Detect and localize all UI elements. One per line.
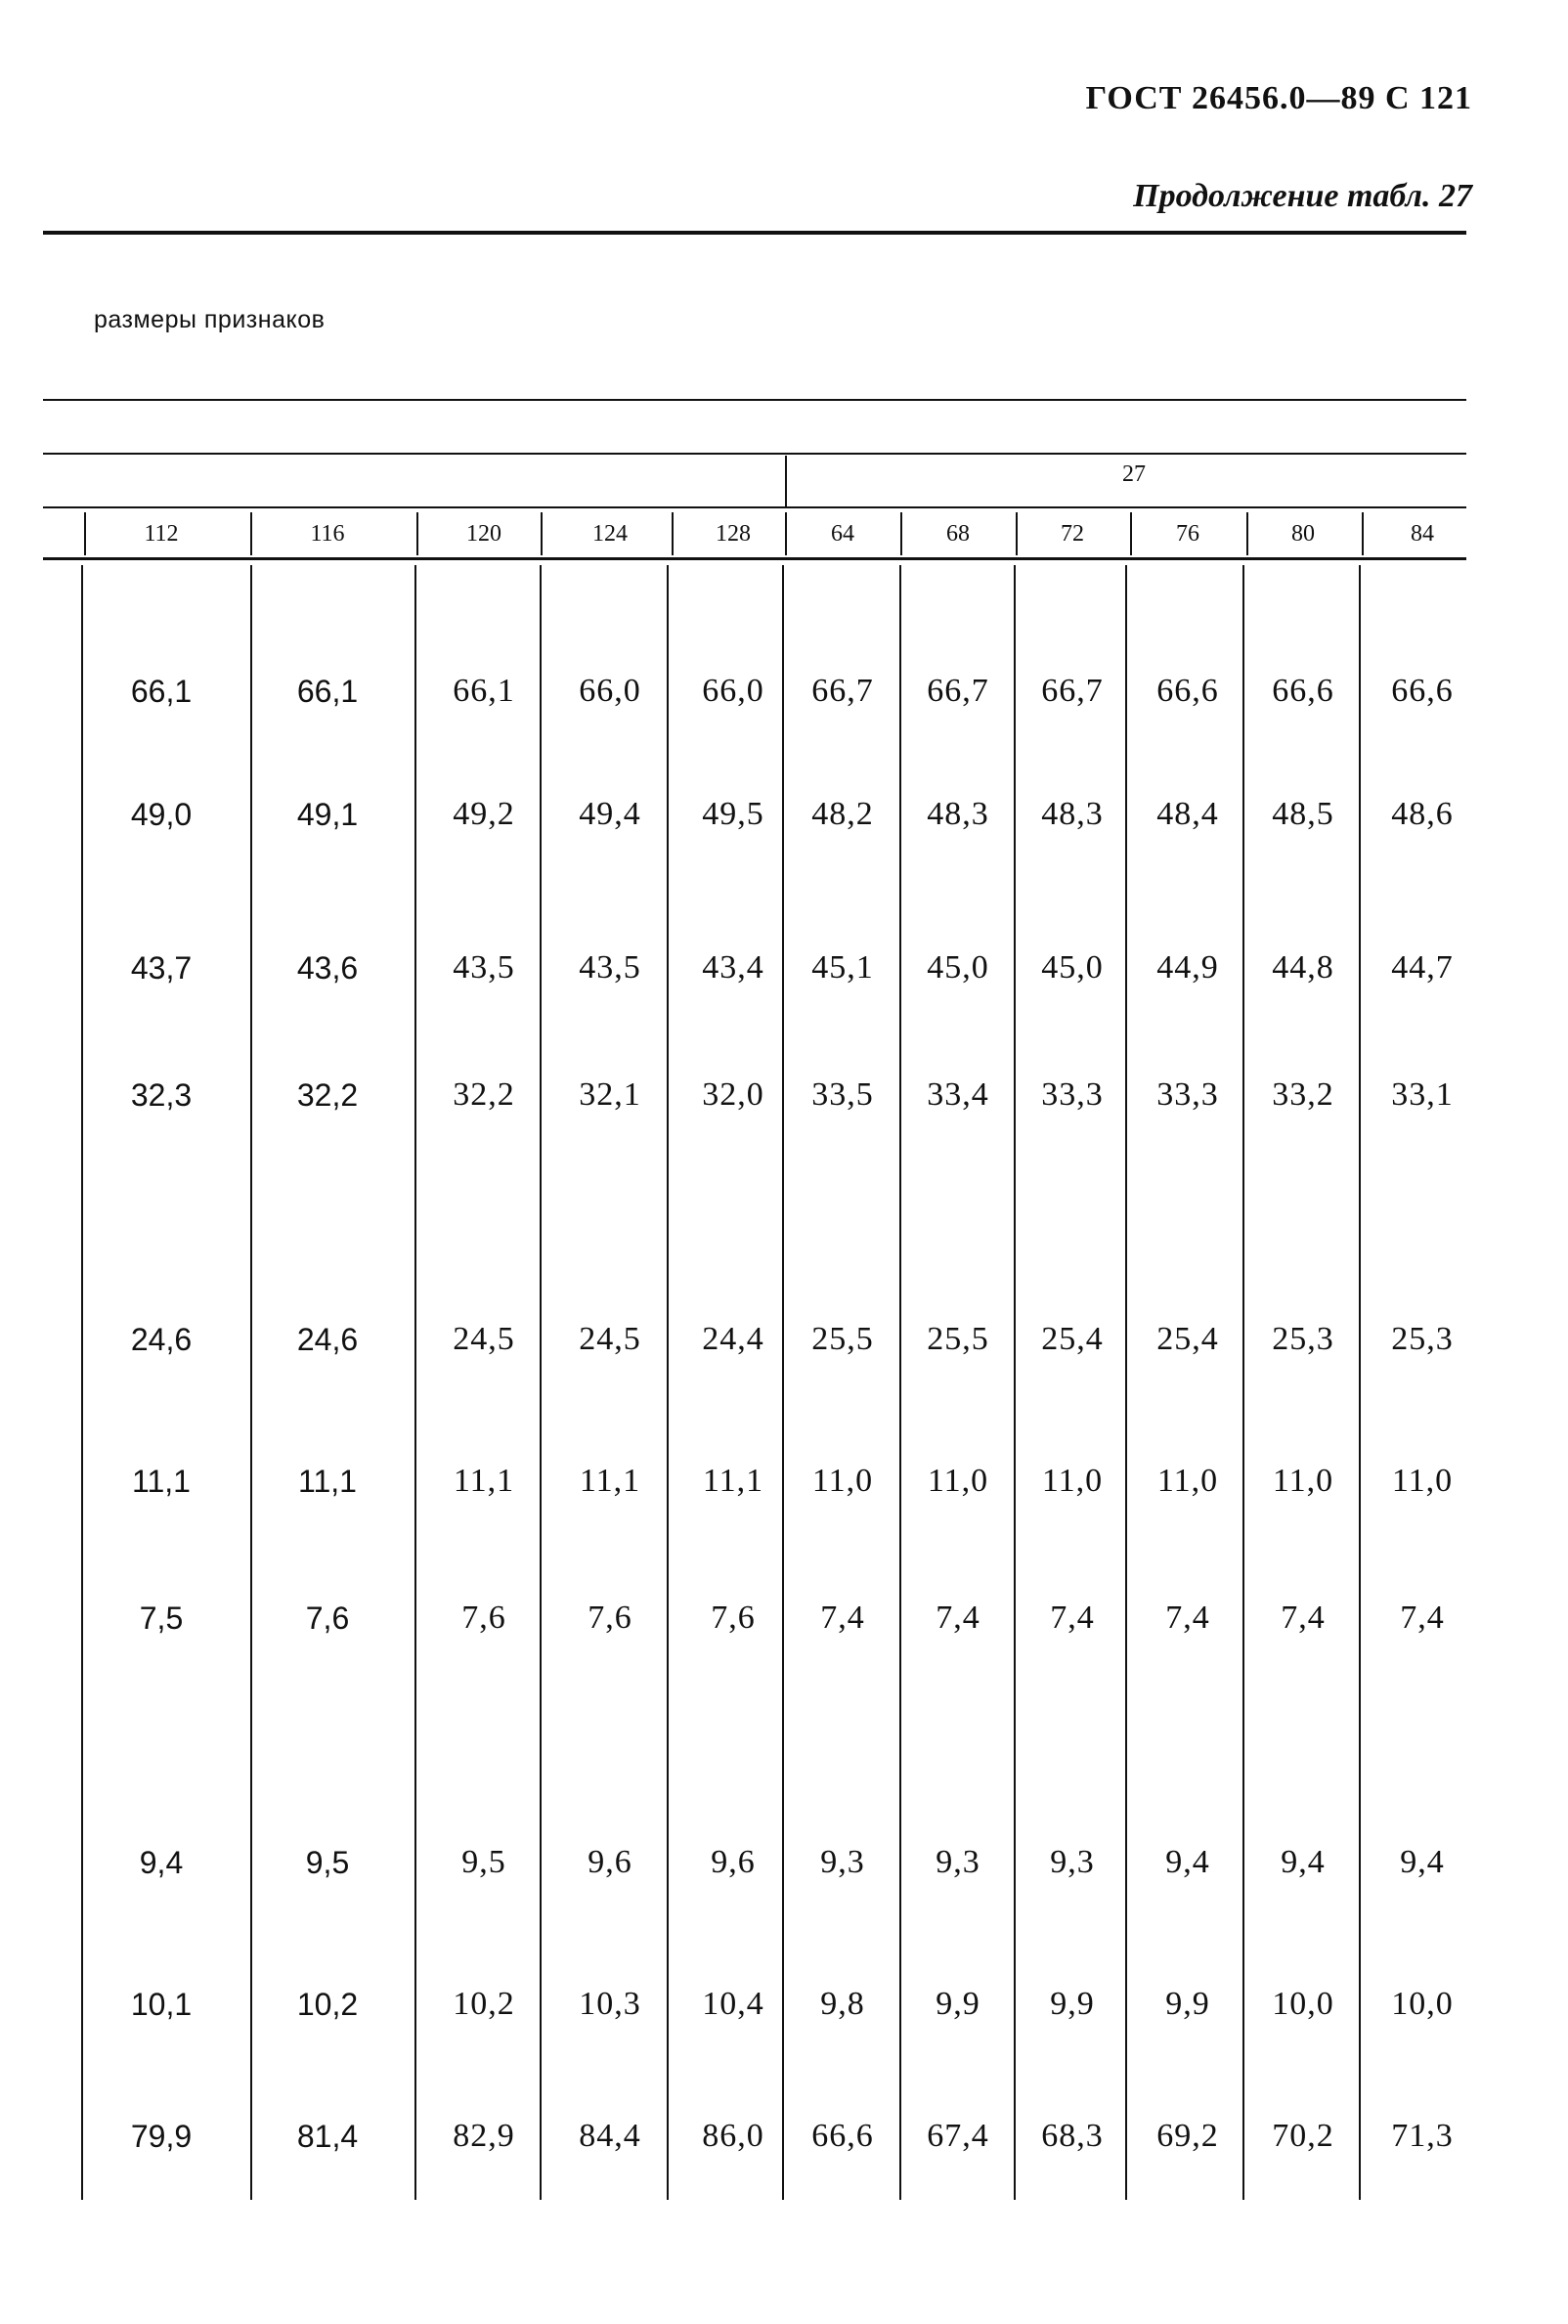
- table-cell: 32,2: [296, 1077, 359, 1113]
- header-column-divider: [416, 512, 418, 555]
- table-cell: 9,4: [1281, 1844, 1326, 1880]
- column-header: 68: [946, 521, 970, 547]
- table-cell: 44,8: [1272, 949, 1334, 986]
- column-header: 116: [310, 521, 345, 547]
- table-cell: 33,1: [1391, 1076, 1454, 1113]
- table-cell: 7,4: [1050, 1600, 1095, 1636]
- table-cell: 48,4: [1156, 796, 1219, 832]
- table-cell: 7,4: [1400, 1600, 1445, 1636]
- table-cell: 11,0: [927, 1463, 989, 1499]
- table-cell: 32,1: [579, 1076, 641, 1113]
- table-cell: 66,0: [579, 673, 641, 709]
- header-column-divider: [250, 512, 252, 555]
- table-cell: 81,4: [296, 2119, 359, 2154]
- table-continuation-caption: Продолжение табл. 27: [1133, 178, 1472, 214]
- table-cell: 24,5: [579, 1321, 641, 1357]
- table-cell: 10,0: [1272, 1986, 1334, 2022]
- table-cell: 7,6: [711, 1600, 756, 1636]
- table-cell: 9,6: [588, 1844, 632, 1880]
- column-header: 76: [1176, 521, 1199, 547]
- table-cell: 24,6: [130, 1322, 193, 1357]
- table-cell: 11,0: [1272, 1463, 1334, 1499]
- table-cell: 66,7: [927, 673, 989, 709]
- table-cell: 43,6: [296, 950, 359, 986]
- table-cell: 43,4: [702, 949, 764, 986]
- column-header: 64: [831, 521, 854, 547]
- table-cell: 24,6: [296, 1322, 359, 1357]
- table-cell: 66,1: [453, 673, 515, 709]
- column-header: 120: [466, 521, 501, 547]
- table-cell: 10,4: [702, 1986, 764, 2022]
- table-cell: 49,2: [453, 796, 515, 832]
- table-cell: 25,3: [1272, 1321, 1334, 1357]
- table-cell: 49,1: [296, 797, 359, 832]
- table-cell: 9,4: [1165, 1844, 1210, 1880]
- table-cell: 9,6: [711, 1844, 756, 1880]
- table-cell: 45,0: [1041, 949, 1104, 986]
- column-divider: [250, 565, 252, 2200]
- table-cell: 66,1: [296, 674, 359, 709]
- header-column-divider: [1130, 512, 1132, 555]
- table-cell: 9,5: [461, 1844, 506, 1880]
- table-rule: [43, 506, 1466, 508]
- column-header: 80: [1291, 521, 1315, 547]
- table-cell: 25,3: [1391, 1321, 1454, 1357]
- table-cell: 32,2: [453, 1076, 515, 1113]
- column-header: 84: [1411, 521, 1434, 547]
- column-divider: [414, 565, 416, 2200]
- table-cell: 66,6: [1156, 673, 1219, 709]
- table-cell: 86,0: [702, 2118, 764, 2154]
- table-cell: 48,5: [1272, 796, 1334, 832]
- group-divider: [785, 456, 787, 506]
- table-cell: 66,6: [811, 2118, 874, 2154]
- header-column-divider: [84, 512, 86, 555]
- table-cell: 43,5: [579, 949, 641, 986]
- table-cell: 10,3: [579, 1986, 641, 2022]
- table-cell: 32,3: [130, 1077, 193, 1113]
- group-label: 27: [1122, 461, 1146, 487]
- table-rule: [43, 399, 1466, 401]
- table-cell: 45,1: [811, 949, 874, 986]
- table-rule: [43, 557, 1466, 560]
- table-cell: 11,0: [1391, 1463, 1454, 1499]
- table-cell: 66,0: [702, 673, 764, 709]
- header-column-divider: [1362, 512, 1364, 555]
- table-cell: 10,0: [1391, 1986, 1454, 2022]
- table-cell: 11,1: [453, 1463, 515, 1499]
- header-column-divider: [1016, 512, 1018, 555]
- table-cell: 9,8: [820, 1986, 865, 2022]
- table-cell: 10,2: [296, 1987, 359, 2022]
- table-cell: 66,1: [130, 674, 193, 709]
- table-cell: 11,1: [298, 1464, 357, 1499]
- table-cell: 33,5: [811, 1076, 874, 1113]
- table-cell: 9,3: [936, 1844, 980, 1880]
- column-header: 124: [592, 521, 628, 547]
- table-cell: 9,9: [936, 1986, 980, 2022]
- table-cell: 48,3: [1041, 796, 1104, 832]
- table-cell: 11,0: [1041, 1463, 1104, 1499]
- table-rule: [43, 453, 1466, 455]
- table-cell: 44,9: [1156, 949, 1219, 986]
- table-cell: 9,4: [1400, 1844, 1445, 1880]
- table-cell: 25,4: [1156, 1321, 1219, 1357]
- column-header: 128: [716, 521, 751, 547]
- table-cell: 25,5: [927, 1321, 989, 1357]
- table-cell: 33,3: [1041, 1076, 1104, 1113]
- table-cell: 70,2: [1272, 2118, 1334, 2154]
- table-cell: 7,4: [1281, 1600, 1326, 1636]
- table-cell: 43,7: [130, 950, 193, 986]
- table-cell: 79,9: [130, 2119, 193, 2154]
- table-subcaption: размеры признаков: [94, 306, 326, 333]
- table-cell: 45,0: [927, 949, 989, 986]
- table-cell: 9,9: [1165, 1986, 1210, 2022]
- table-cell: 33,3: [1156, 1076, 1219, 1113]
- table-cell: 82,9: [453, 2118, 515, 2154]
- table-cell: 48,2: [811, 796, 874, 832]
- table-cell: 66,7: [811, 673, 874, 709]
- table-cell: 9,3: [1050, 1844, 1095, 1880]
- table-cell: 7,6: [461, 1600, 506, 1636]
- table-cell: 9,5: [305, 1845, 350, 1880]
- table-cell: 7,4: [1165, 1600, 1210, 1636]
- table-cell: 33,2: [1272, 1076, 1334, 1113]
- table-cell: 25,4: [1041, 1321, 1104, 1357]
- table-cell: 7,4: [936, 1600, 980, 1636]
- table-cell: 67,4: [927, 2118, 989, 2154]
- table-cell: 25,5: [811, 1321, 874, 1357]
- table-cell: 11,0: [811, 1463, 874, 1499]
- table-cell: 11,1: [579, 1463, 641, 1499]
- column-divider: [81, 565, 83, 2200]
- table-cell: 49,5: [702, 796, 764, 832]
- table-cell: 9,3: [820, 1844, 865, 1880]
- page-header-title: ГОСТ 26456.0—89 С 121: [1085, 80, 1472, 116]
- table-cell: 32,0: [702, 1076, 764, 1113]
- table-cell: 7,5: [139, 1600, 184, 1636]
- table-cell: 66,7: [1041, 673, 1104, 709]
- column-header: 72: [1061, 521, 1084, 547]
- table-cell: 71,3: [1391, 2118, 1454, 2154]
- table-cell: 7,6: [305, 1600, 350, 1636]
- table-cell: 66,6: [1391, 673, 1454, 709]
- table-cell: 68,3: [1041, 2118, 1104, 2154]
- table-cell: 24,5: [453, 1321, 515, 1357]
- header-column-divider: [541, 512, 543, 555]
- table-cell: 44,7: [1391, 949, 1454, 986]
- table-cell: 7,6: [588, 1600, 632, 1636]
- table-cell: 10,2: [453, 1986, 515, 2022]
- table-cell: 10,1: [130, 1987, 193, 2022]
- table-cell: 84,4: [579, 2118, 641, 2154]
- table-cell: 33,4: [927, 1076, 989, 1113]
- column-divider: [667, 565, 669, 2200]
- table-cell: 49,4: [579, 796, 641, 832]
- top-rule: [43, 231, 1466, 235]
- table-cell: 24,4: [702, 1321, 764, 1357]
- header-column-divider: [672, 512, 674, 555]
- table-cell: 48,6: [1391, 796, 1454, 832]
- table-cell: 43,5: [453, 949, 515, 986]
- table-cell: 7,4: [820, 1600, 865, 1636]
- header-column-divider: [900, 512, 902, 555]
- table-cell: 11,1: [702, 1463, 764, 1499]
- table-cell: 11,0: [1156, 1463, 1219, 1499]
- table-cell: 9,4: [139, 1845, 184, 1880]
- table-cell: 49,0: [130, 797, 193, 832]
- table-cell: 48,3: [927, 796, 989, 832]
- table-cell: 9,9: [1050, 1986, 1095, 2022]
- column-header: 112: [144, 521, 179, 547]
- header-column-divider: [1246, 512, 1248, 555]
- table-cell: 66,6: [1272, 673, 1334, 709]
- table-cell: 69,2: [1156, 2118, 1219, 2154]
- table-cell: 11,1: [132, 1464, 191, 1499]
